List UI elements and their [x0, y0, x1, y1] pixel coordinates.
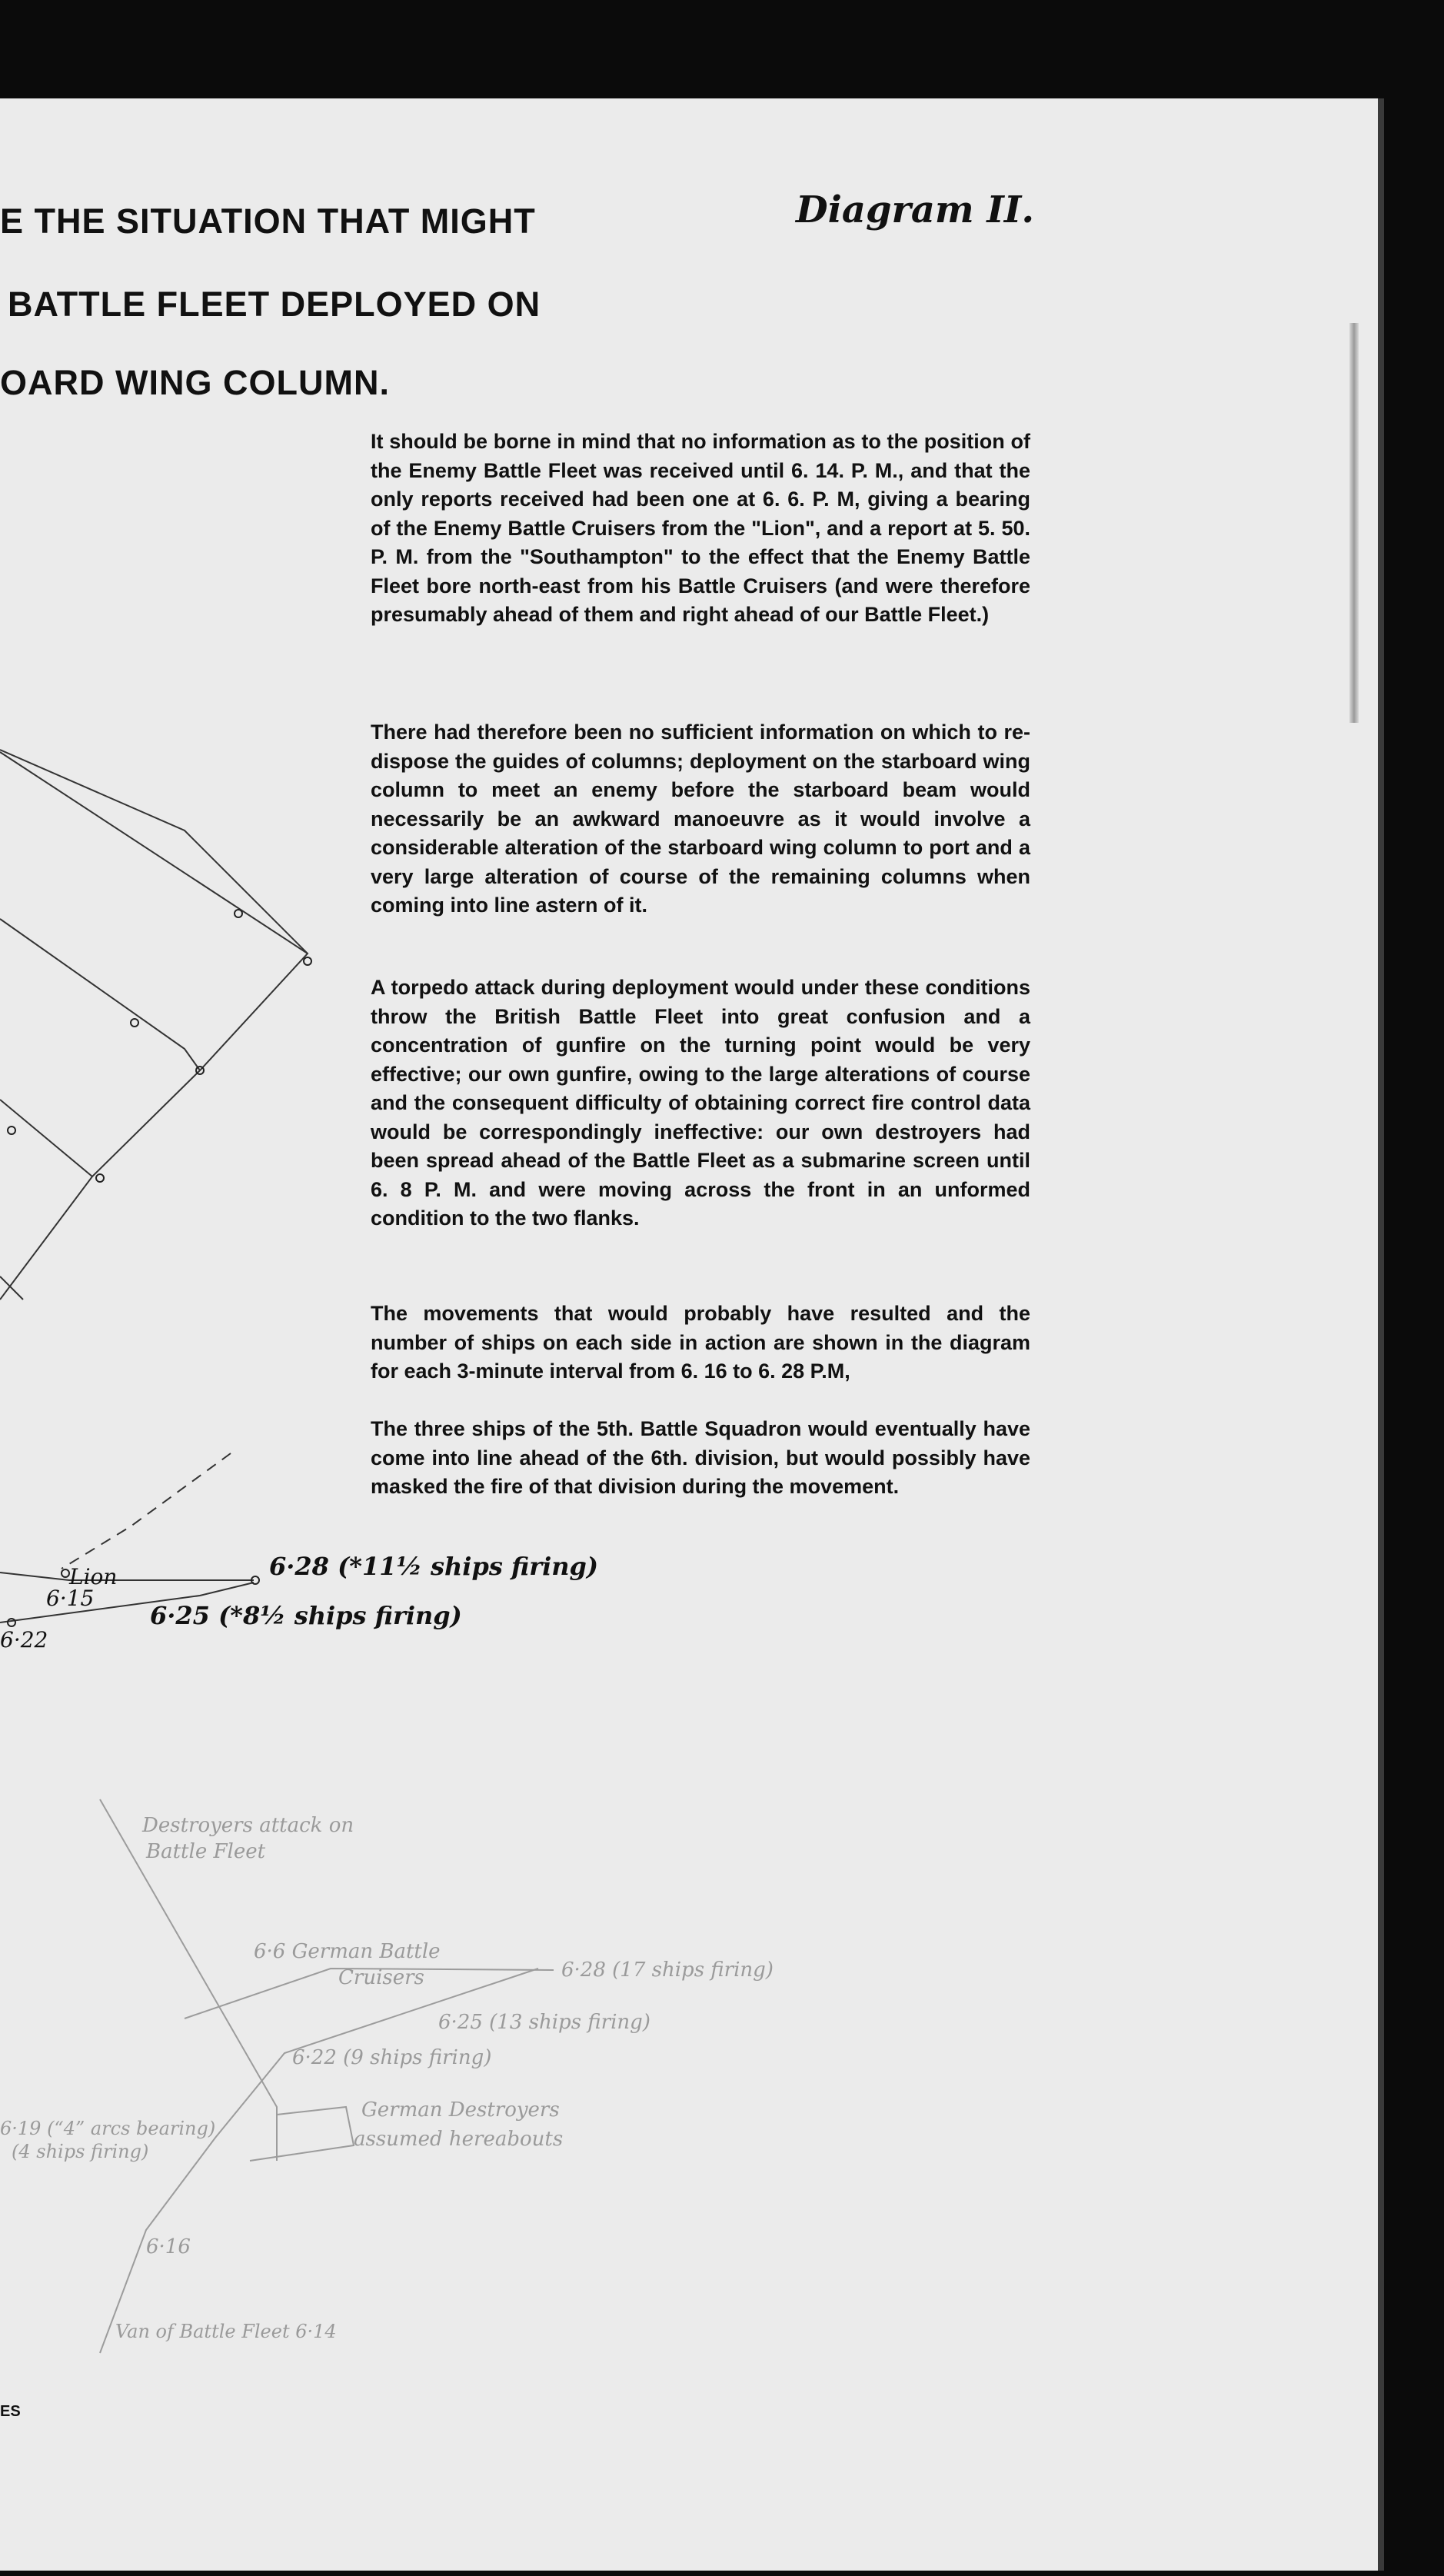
paragraph-2: There had therefore been no sufficient information on which to re-dispose the guides of columns; deployment on the starboard wing column to meet an enemy before the starboard beam would necessarily be an awkward manoeuvre as it would involve a considerable alteration of the starboard wing column to port and a very large alteration of course of the remaining columns when coming into line astern of it. — [371, 721, 1030, 917]
british-column-tracks — [0, 750, 308, 1622]
paragraph-3: A torpedo attack during deployment would under these conditions throw the British Battle Fleet into great confusion and a concentration of gunfire on the turning point would be very effective; our own gunfire, owing to the large alterations of course and the consequent difficulty of obtaining correct fire control data would be correspondingly ineffective: our own destroyers had been spread ahead of the Battle Fleet as a submarine screen until 6. 8 P. M. and were moving across the front in an unformed condition to the two flanks. — [371, 976, 1030, 1230]
german-time-622: 6·22 (9 ships firing) — [292, 2046, 492, 2069]
german-tracks — [100, 1799, 554, 2353]
track-lion — [0, 1573, 254, 1580]
track-5th-battle-squadron — [62, 1453, 231, 1569]
british-ship-markers — [8, 910, 311, 1626]
german-time-619-2: (4 ships firing) — [12, 2141, 149, 2162]
time-628-firing: 6·28 (*11½ ships firing) — [269, 1552, 599, 1581]
marker — [131, 1019, 138, 1027]
lion-label: Lion — [69, 1564, 118, 1589]
destroyers-attack-label-1: Destroyers attack on — [142, 1814, 354, 1837]
paragraph-5: The three ships of the 5th. Battle Squadron would eventually have come into line ahead of the 6th. division, but would possibly have masked the fire of that division during the movement. — [371, 1417, 1030, 1498]
german-destroyers-label-2: assumed hereabouts — [354, 2128, 564, 2151]
german-time-625: 6·25 (13 ships firing) — [438, 2011, 650, 2034]
german-time-616: 6·16 — [146, 2235, 191, 2258]
van-of-battle-fleet-label: Van of Battle Fleet 6·14 — [115, 2321, 337, 2342]
marker — [235, 910, 242, 917]
german-time-628: 6·28 (17 ships firing) — [561, 1959, 774, 1982]
german-battle-cruisers-label-1: 6·6 German Battle — [254, 1940, 441, 1963]
marker — [96, 1174, 104, 1182]
diagram-label: Diagram II. — [796, 188, 1035, 231]
footer-fragment: ES — [0, 2403, 21, 2420]
marker — [8, 1127, 15, 1134]
time-625-firing: 6·25 (*8½ ships firing) — [150, 1601, 462, 1630]
paragraph-4: The movements that would probably have resulted and the number of ships on each side in action are shown in the diagram for each 3-minute interval from 6. 16 to 6. 28 P.M, — [371, 1302, 1030, 1383]
time-615: 6·15 — [46, 1586, 95, 1611]
time-622: 6·22 — [0, 1627, 48, 1652]
title-line-3: OARD WING COLUMN. — [0, 363, 390, 402]
german-time-619-1: 6·19 (“4” arcs bearing) — [0, 2118, 216, 2139]
german-destroyers-label-1: German Destroyers — [361, 2098, 560, 2122]
track-column-3 — [0, 1100, 92, 1177]
marker — [8, 1619, 15, 1626]
track-column-2 — [0, 919, 200, 1070]
title-line-1: E THE SITUATION THAT MIGHT — [0, 201, 536, 241]
destroyers-attack-label-2: Battle Fleet — [146, 1840, 266, 1863]
marker — [304, 957, 311, 965]
german-battle-cruisers-label-2: Cruisers — [338, 1966, 424, 1989]
marker — [62, 1569, 69, 1577]
track-column-1 — [0, 752, 308, 954]
german-destroyer-box — [250, 2107, 354, 2161]
title-line-2: BATTLE FLEET DEPLOYED ON — [8, 285, 541, 324]
paragraph-1: It should be borne in mind that no information as to the position of the Enemy Battle Fleet was received until 6. 14. P. M., and that the only reports received had been one at 6. 6. P. M, giving a bearing of the Enemy Battle Cruisers from the "Lion", and a report at 5. 50. P. M. from the "Southampton" to the effect that the Enemy Battle Fleet bore north-east from his Battle Cruisers (and were therefore presumably ahead of them and right ahead of our Battle Fleet.) — [371, 430, 1030, 626]
track-starboard-wing — [0, 750, 308, 1300]
